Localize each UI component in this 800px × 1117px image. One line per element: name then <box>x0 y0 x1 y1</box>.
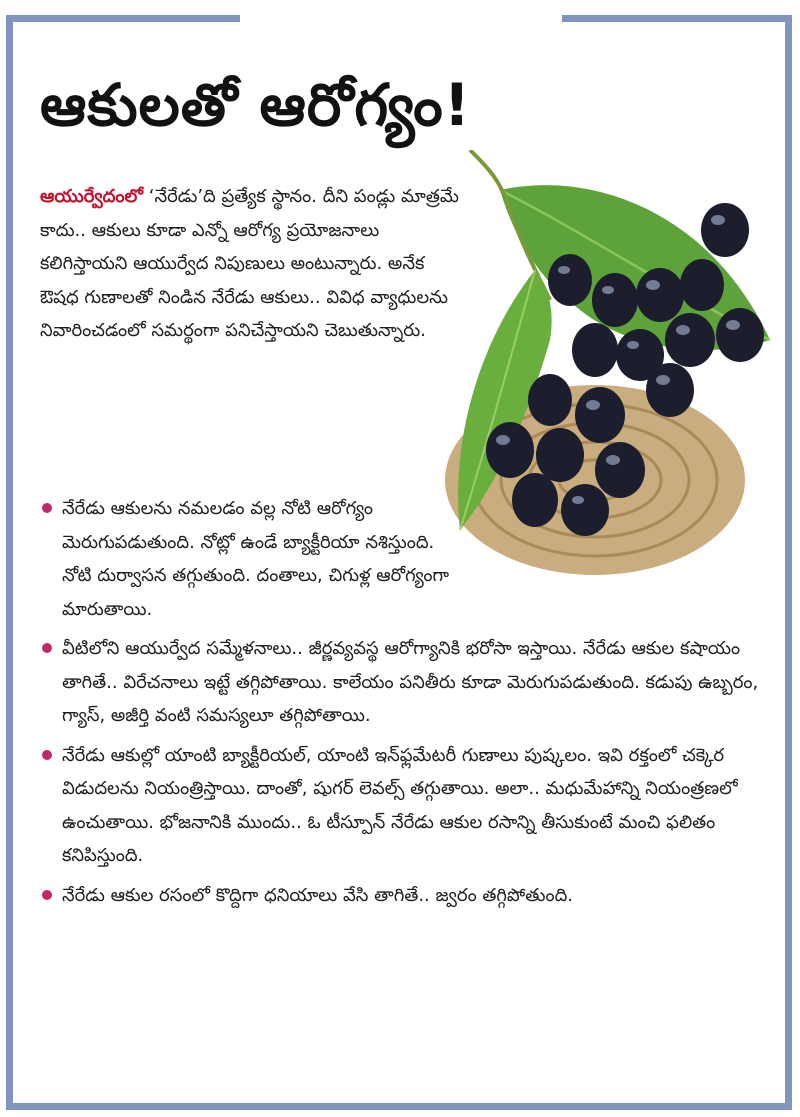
bullet-list <box>40 492 760 918</box>
bullet-text: నేరేడు ఆకులను నమలడం వల్ల నోటి ఆరోగ్యం మెరుగుపడుతుంది. నోట్లో ఉండే బ్యాక్టీరియా నశిస్తుంది. నోటి దుర్వాసన తగ్గుతుంది. దంతాలు, చిగుళ్ల ఆరోగ్యంగా మారుతాయి. <box>62 498 450 620</box>
frame-right <box>785 15 792 1110</box>
bullet-text: నేరేడు ఆకుల రసంలో కొద్దిగా ధనియాలు వేసి తాగితే.. జ్వరం తగ్గిపోతుంది. <box>62 884 574 906</box>
headline: ఆకులతో ఆరోగ్యం! <box>40 71 472 139</box>
bullet-dot-icon <box>42 643 52 653</box>
bullet-item <box>40 879 760 913</box>
bullet-text: నేరేడు ఆకుల్లో యాంటి బ్యాక్టీరియల్, యాంటి ఇన్‌ఫ్లమేటరీ గుణాలు పుష్కలం. ఇవి రక్తంలో చక్కెర విడుదలను నియంత్రిస్తాయి. దాంతో, షుగర్ లెవల్స్ తగ్గుతాయి. అలా.. మధుమేహాన్ని నియంత్రణలో ఉంచుతాయి. భోజనానికి ముందు.. ఓ టీస్పూన్ నేరేడు ఆకుల రసాన్ని తీసుకుంటే మంచి ఫలితం కనిపిస్తుంది. <box>62 744 738 866</box>
bullet-item <box>40 632 760 733</box>
frame-top-right <box>562 15 792 22</box>
bullet-text: వీటిలోని ఆయుర్వేద సమ్మేళనాలు.. జీర్ణవ్యవస్థ ఆరోగ్యానికి భరోసా ఇస్తాయి. నేరేడు ఆకుల కషాయం తాగితే.. విరేచనాలు ఇట్టే తగ్గిపోతాయి. కాలేయం పనితీరు కూడా మెరుగుపడుతుంది. కడుపు ఉబ్బరం, గ్యాస్, అజీర్తి వంటి సమస్యలూ తగ్గిపోతాయి. <box>62 638 759 726</box>
frame-top-left <box>6 15 240 22</box>
bullet-dot-icon <box>42 750 52 760</box>
intro-text: ‘నేరేడు’ది ప్రత్యేక స్థానం. దీని పండ్లు మాత్రమే కాదు.. ఆకులు కూడా ఎన్నో ఆరోగ్య ప్రయోజనాలు కలిగిస్తాయని ఆయుర్వేద నిపుణులు అంటున్నారు. అనేక ఔషధ గుణాలతో నిండిన నేరేడు ఆకులు.. వివిధ వ్యాధులను నివారించడంలో సమర్థంగా పనిచేస్తాయని చెబుతున్నారు. <box>40 186 459 341</box>
bullet-item <box>40 492 760 626</box>
intro-paragraph <box>40 180 460 348</box>
bullet-dot-icon <box>42 503 52 513</box>
intro-lead: ఆయుర్వేదంలో <box>40 186 144 207</box>
bullet-item <box>40 739 760 873</box>
frame-left <box>6 15 13 1110</box>
bullet-dot-icon <box>42 890 52 900</box>
frame-bottom <box>6 1103 792 1110</box>
